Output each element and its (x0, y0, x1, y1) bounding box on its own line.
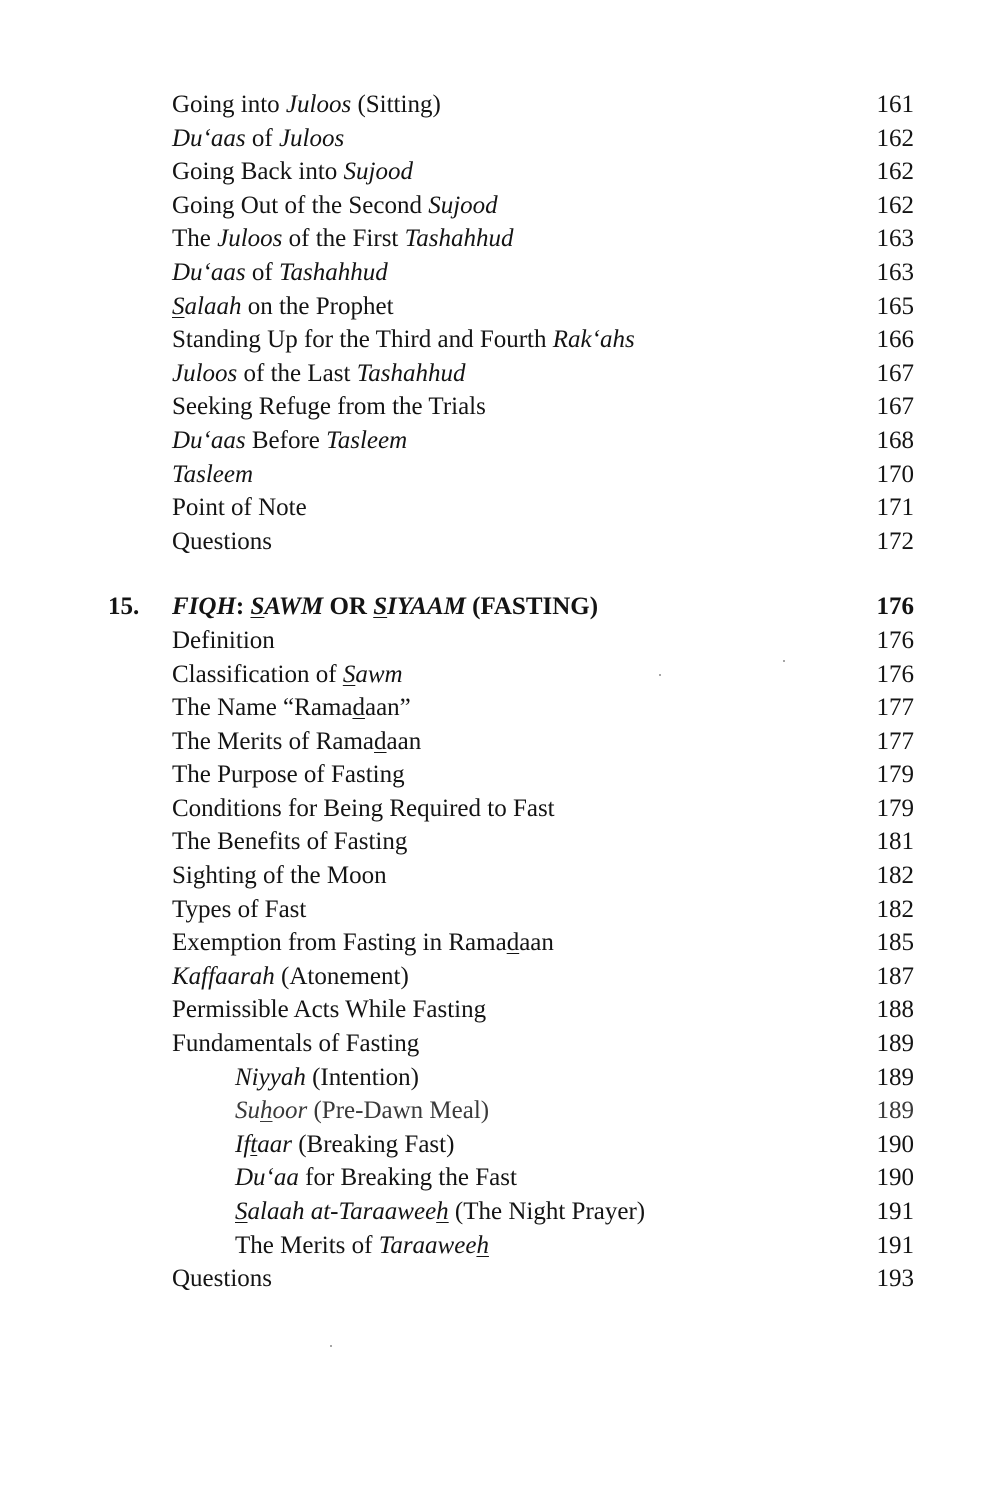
toc-subentry (108, 1061, 914, 1095)
title-segment: aan” (364, 694, 411, 722)
entry-page-number: 182 (876, 862, 914, 890)
entry-title (172, 357, 466, 391)
entry-page-number: 167 (876, 359, 914, 387)
entry-page-number: 163 (876, 225, 914, 253)
title-segment: h (436, 1198, 449, 1225)
title-segment: Sujood (343, 158, 413, 186)
entry-title (172, 725, 421, 759)
scan-speck (659, 674, 661, 676)
toc-entry (108, 189, 914, 223)
toc-entry (108, 792, 914, 826)
title-segment: t (250, 1130, 258, 1158)
title-segment: (Sitting) (351, 91, 441, 118)
title-segment: Du‘aas (172, 426, 246, 454)
entry-page-number: 191 (876, 1231, 914, 1259)
toc-entry (108, 624, 914, 658)
title-segment: Going Back into (172, 158, 344, 186)
toc-entry (108, 390, 914, 424)
toc-entry (108, 357, 914, 391)
title-segment: alaah (184, 292, 242, 320)
entry-page-number: 189 (876, 1063, 914, 1091)
entries-before-chapter (108, 88, 914, 558)
title-segment: Going into (172, 91, 286, 118)
entry-page-number: 162 (876, 124, 914, 152)
toc-entry (108, 424, 914, 458)
title-segment: Rak‘ahs (552, 326, 635, 354)
entry-page-number: 162 (876, 191, 914, 219)
title-segment: (Atonement) (274, 962, 409, 990)
title-segment: Juloos (172, 359, 238, 387)
title-segment: Du‘aa (235, 1164, 299, 1192)
entry-page-number: 172 (876, 527, 914, 555)
title-segment: Definition (172, 626, 275, 654)
entry-page-number: 189 (876, 1097, 914, 1125)
toc-entry (108, 323, 914, 357)
toc-entry (108, 658, 914, 692)
entry-page-number: 181 (876, 828, 914, 856)
title-segment: Types of Fast (172, 895, 307, 923)
title-segment: S (373, 593, 388, 621)
entry-page-number: 190 (876, 1130, 914, 1158)
title-segment: Tashahhud (404, 225, 514, 253)
title-segment: Su (235, 1097, 260, 1125)
title-segment: The Benefits of Fasting (172, 828, 408, 856)
title-segment: on the Prophet (241, 292, 394, 320)
toc-entry (108, 122, 914, 156)
title-segment: Sighting of the Moon (172, 862, 387, 890)
title-segment: Du‘aas (172, 124, 246, 152)
title-segment: oor (272, 1097, 308, 1125)
entry-title (235, 1229, 489, 1263)
title-segment: aan (519, 929, 554, 957)
chapter-title (172, 590, 598, 624)
title-segment: Tashahhud (356, 359, 466, 387)
entry-title (172, 491, 307, 525)
title-segment: alaah at-Taraawee (247, 1198, 437, 1225)
entry-page-number: 177 (876, 727, 914, 755)
entry-page-number: 185 (876, 929, 914, 957)
entry-title (172, 390, 486, 424)
entry-page-number: 182 (876, 895, 914, 923)
title-segment: (Pre-Dawn Meal) (307, 1097, 490, 1125)
title-segment: Point of Note (172, 494, 307, 522)
title-segment: Exemption from Fasting in Rama (172, 929, 507, 957)
entry-page-number: 187 (876, 962, 914, 990)
title-segment: d (374, 727, 387, 755)
entry-title (235, 1128, 454, 1162)
chapter-number: 15. (108, 593, 140, 621)
entry-title (235, 1094, 489, 1128)
toc-subentry (108, 1229, 914, 1263)
toc-entry (108, 525, 914, 559)
title-segment: The Merits of Rama (172, 727, 375, 755)
toc-entry (108, 893, 914, 927)
toc-entry (108, 155, 914, 189)
entry-page-number: 177 (876, 694, 914, 722)
title-segment: S (235, 1198, 248, 1225)
toc-entry (108, 960, 914, 994)
toc-entry (108, 1262, 914, 1296)
entry-title (172, 290, 394, 324)
entry-title (172, 1262, 272, 1296)
title-segment: Questions (172, 527, 272, 555)
title-segment: OR (323, 593, 374, 621)
title-segment: (The Night Prayer) (448, 1198, 646, 1225)
toc-entry (108, 725, 914, 759)
title-segment: The Purpose of Fasting (172, 761, 405, 789)
entry-page-number: 162 (876, 158, 914, 186)
entry-page-number: 168 (876, 426, 914, 454)
title-segment: Going Out of the Second (172, 191, 429, 219)
title-segment: The (172, 225, 218, 253)
title-segment: Classification of (172, 660, 343, 688)
entry-page-number: 189 (876, 1030, 914, 1058)
chapter-page-number: 176 (876, 593, 914, 621)
title-segment: aan (386, 727, 422, 755)
title-segment: S (342, 660, 356, 688)
title-segment: of the Last (237, 359, 357, 387)
toc-subentry (108, 1094, 914, 1128)
toc-entry (108, 825, 914, 859)
entry-title (172, 256, 388, 290)
title-segment: (Breaking Fast) (291, 1130, 455, 1158)
entry-page-number: 179 (876, 794, 914, 822)
toc-entry (108, 88, 914, 122)
scan-speck (330, 1345, 332, 1347)
entry-page-number: 170 (876, 460, 914, 488)
title-segment: of (245, 258, 279, 286)
title-segment: Conditions for Being Required to Fast (172, 794, 555, 822)
entry-page-number: 163 (876, 258, 914, 286)
entry-page-number: 161 (876, 91, 914, 118)
toc-subentry (108, 1161, 914, 1195)
title-segment: Seeking Refuge from the Trials (172, 393, 486, 421)
entry-title (172, 758, 405, 792)
title-segment: of the First (282, 225, 405, 253)
entry-title (172, 189, 498, 223)
entry-title (172, 122, 344, 156)
title-segment: h (260, 1097, 273, 1125)
title-segment: Standing Up for the Third and Fourth (172, 326, 553, 354)
entry-page-number: 167 (876, 393, 914, 421)
entry-page-number: 193 (876, 1265, 914, 1293)
title-segment: Tasleem (172, 460, 254, 488)
title-segment: for Breaking the Fast (298, 1164, 517, 1192)
title-segment: Tashahhud (278, 258, 388, 286)
entry-title (172, 458, 253, 492)
title-segment: (FASTING) (465, 593, 599, 621)
entry-page-number: 171 (876, 494, 914, 522)
title-segment: h (476, 1231, 489, 1259)
entry-title (172, 424, 407, 458)
table-of-contents (108, 88, 914, 1296)
entry-page-number: 179 (876, 761, 914, 789)
entry-title (172, 960, 409, 994)
entry-title (172, 859, 387, 893)
title-segment: Juloos (278, 124, 345, 152)
title-segment: IYAAM (387, 593, 466, 621)
toc-entry (108, 859, 914, 893)
toc-entry (108, 691, 914, 725)
title-segment: Niyyah (235, 1063, 306, 1091)
chapter-heading (108, 590, 914, 624)
title-segment: S (172, 292, 185, 320)
entry-title (172, 624, 275, 658)
entry-title (172, 155, 413, 189)
toc-subentry (108, 1195, 914, 1229)
title-segment: Kaffaarah (172, 962, 275, 990)
entry-title (172, 825, 407, 859)
entry-page-number: 176 (876, 660, 914, 688)
title-segment: aar (257, 1130, 292, 1158)
toc-entry (108, 458, 914, 492)
entry-page-number: 188 (876, 996, 914, 1024)
title-segment: The Name “Rama (172, 694, 353, 722)
title-segment: Questions (172, 1265, 272, 1293)
title-segment: Juloos (285, 91, 352, 118)
title-segment: (Intention) (305, 1063, 419, 1091)
toc-entry (108, 290, 914, 324)
entry-title (172, 658, 403, 692)
title-segment: Permissible Acts While Fasting (172, 996, 487, 1024)
toc-entry (108, 993, 914, 1027)
title-segment: Fundamentals of Fasting (172, 1030, 420, 1058)
entry-title (172, 893, 306, 927)
title-segment: : (235, 593, 251, 621)
title-segment: If (235, 1130, 251, 1158)
entry-title (172, 88, 441, 122)
entry-page-number: 191 (876, 1198, 914, 1225)
title-segment: awm (355, 660, 403, 688)
title-segment: Taraawee (378, 1231, 477, 1259)
entry-title (172, 222, 513, 256)
title-segment: Du‘aas (172, 258, 246, 286)
entry-title (172, 323, 635, 357)
entry-title (235, 1061, 419, 1095)
toc-entry (108, 926, 914, 960)
entry-title (172, 691, 411, 725)
entry-page-number: 165 (876, 292, 914, 320)
title-segment: Before (245, 426, 327, 454)
title-segment: AWM (264, 593, 324, 621)
title-segment: of (245, 124, 279, 152)
toc-subentry (108, 1128, 914, 1162)
entry-title (172, 1027, 419, 1061)
title-segment: Sujood (428, 191, 498, 219)
toc-entry (108, 256, 914, 290)
entry-title (235, 1161, 517, 1195)
title-segment: d (352, 694, 365, 722)
toc-entry (108, 1027, 914, 1061)
entry-page-number: 176 (876, 626, 914, 654)
entries-after-chapter (108, 624, 914, 1296)
scan-speck (783, 660, 785, 662)
entry-page-number: 190 (876, 1164, 914, 1192)
toc-entry (108, 222, 914, 256)
entry-title (172, 993, 486, 1027)
title-segment: d (506, 929, 520, 957)
title-segment: Juloos (217, 225, 283, 253)
entry-title (172, 926, 554, 960)
title-segment: FIQH (172, 593, 236, 621)
toc-entry (108, 491, 914, 525)
entry-title (172, 792, 555, 826)
title-segment: Tasleem (326, 426, 408, 454)
entry-page-number: 166 (876, 326, 914, 354)
title-segment: The Merits of (235, 1231, 379, 1259)
title-segment: S (250, 593, 265, 621)
toc-entry (108, 758, 914, 792)
entry-title (172, 525, 272, 559)
entry-title (235, 1195, 645, 1229)
